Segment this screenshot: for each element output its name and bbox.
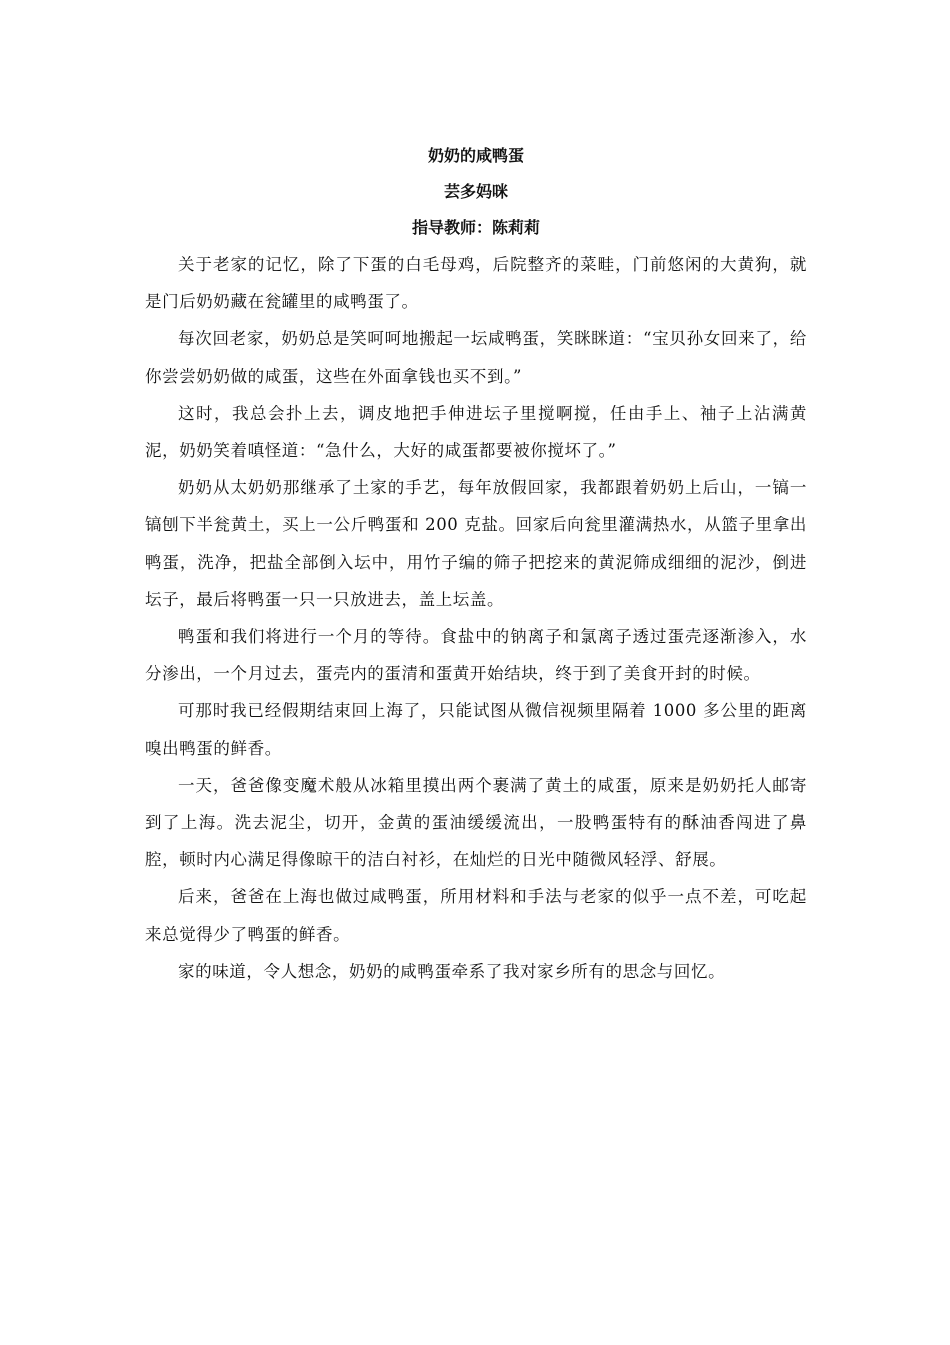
paragraph-6: 可那时我已经假期结束回上海了，只能试图从微信视频里隔着 1000 多公里的距离嗅出鸭蛋的鲜香。 — [145, 701, 807, 758]
document-teacher: 指导教师：陈莉莉 — [411, 218, 540, 237]
document-author: 芸多妈咪 — [443, 182, 508, 201]
paragraph-8: 后来，爸爸在上海也做过咸鸭蛋，所用材料和手法与老家的似乎一点不差，可吃起来总觉得少了鸭蛋的鲜香。 — [145, 887, 807, 944]
paragraph-1: 关于老家的记忆，除了下蛋的白毛母鸡，后院整齐的菜畦，门前悠闲的大黄狗，就是门后奶奶藏在瓮罐里的咸鸭蛋了。 — [145, 255, 807, 312]
paragraph-9: 家的味道，令人想念，奶奶的咸鸭蛋牵系了我对家乡所有的思念与回忆。 — [178, 961, 726, 981]
paragraph-2: 每次回老家，奶奶总是笑呵呵地搬起一坛咸鸭蛋，笑眯眯道：“宝贝孙女回来了，给你尝尝奶奶做的咸蛋，这些在外面拿钱也买不到。” — [145, 329, 807, 386]
paragraph-4: 奶奶从太奶奶那继承了土家的手艺，每年放假回家，我都跟着奶奶上后山，一镐一镐刨下半瓮黄土，买上一公斤鸭蛋和 200 克盐。回家后向瓮里灌满热水，从篮子里拿出鸭蛋，洗净，把盐全部倒入坛中，用竹子编的筛子把挖来的黄泥筛成细细的泥沙，倒进坛子，最后将鸭蛋一只一只放进去，盖上坛盖。 — [145, 478, 807, 609]
document-content — [145, 138, 807, 990]
document-title: 奶奶的咸鸭蛋 — [427, 146, 524, 165]
paragraph-5: 鸭蛋和我们将进行一个月的等待。食盐中的钠离子和氯离子透过蛋壳逐渐渗入，水分渗出，一个月过去，蛋壳内的蛋清和蛋黄开始结块，终于到了美食开封的时候。 — [145, 627, 807, 684]
paragraph-7: 一天，爸爸像变魔术般从冰箱里摸出两个裹满了黄土的咸蛋，原来是奶奶托人邮寄到了上海。洗去泥尘，切开，金黄的蛋油缓缓流出，一股鸭蛋特有的酥油香闯进了鼻腔，顿时内心满足得像晾干的洁白衬衫，在灿烂的日光中随微风轻浮、舒展。 — [145, 775, 807, 870]
paragraph-3: 这时，我总会扑上去，调皮地把手伸进坛子里搅啊搅，任由手上、袖子上沾满黄泥，奶奶笑着嗔怪道：“急什么，大好的咸蛋都要被你搅坏了。” — [145, 403, 807, 461]
